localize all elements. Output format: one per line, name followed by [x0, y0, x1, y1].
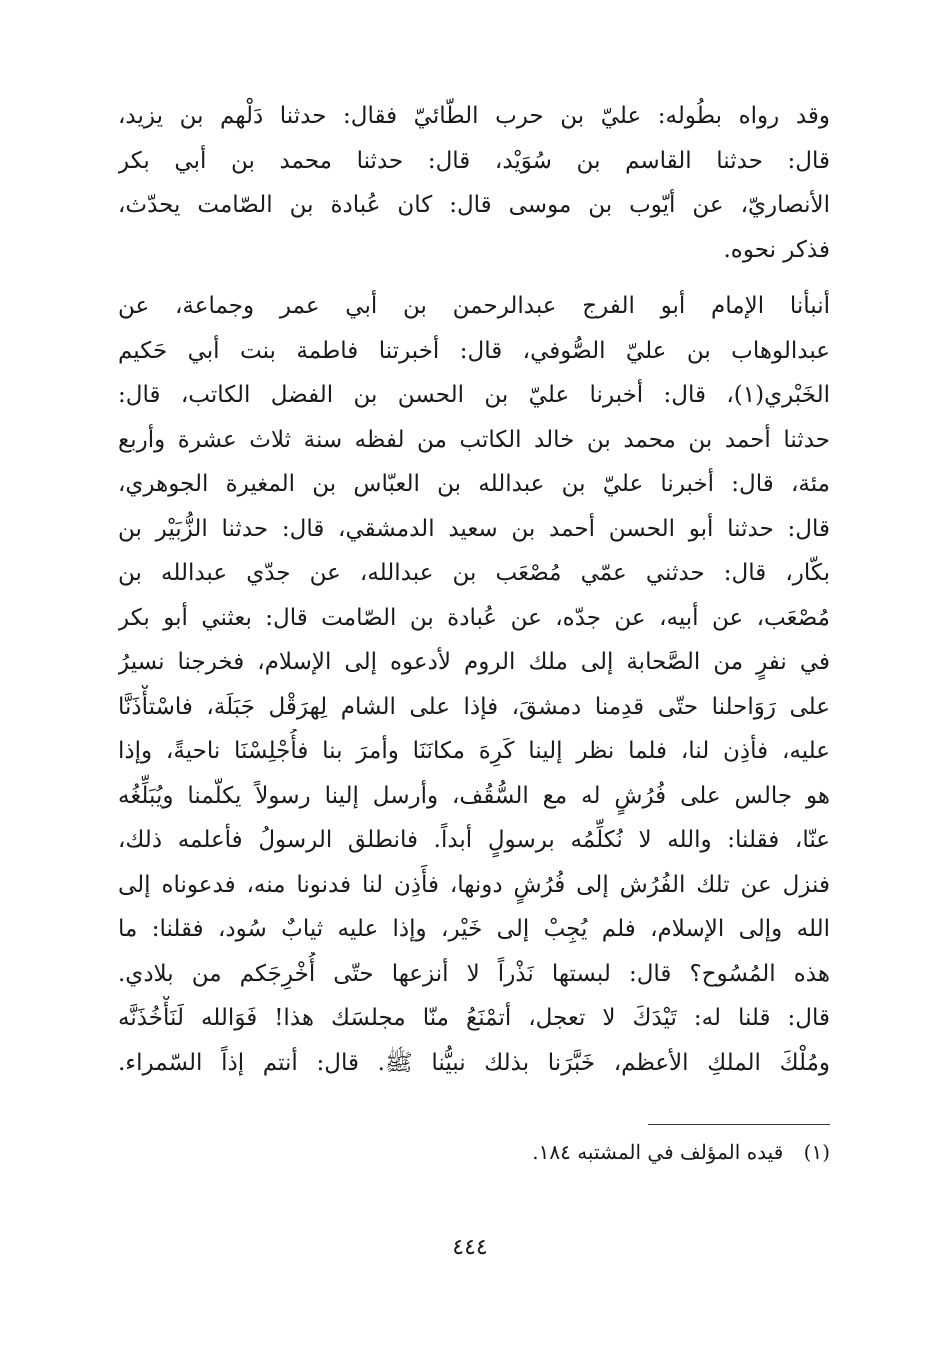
text-line: فنزل عن تلك الفُرُش إلى فُرُشٍ دونها، فأَذِن لنا فدنونا منه، فدعوناه إلى — [118, 871, 830, 898]
text-line: وقد رواه بطُوله: عليّ بن حرب الطّائيّ فقال: حدثنا دَلْهم بن يزيد، — [118, 103, 830, 129]
footnote-text: قيده المؤلف في المشتبه ١٨٤. — [532, 1140, 784, 1164]
paragraph-2 — [118, 284, 830, 1085]
text-line: بكّار، قال: حدثني عمّي مُصْعَب بن عبدالله، عن جدّي عبدالله بن — [118, 560, 830, 586]
footnote-marker: (١) — [803, 1140, 830, 1164]
text-line: الله وإلى الإسلام، فلم يُجِبْ إلى خَيْر، وإذا عليه ثيابٌ سُود، فقلنا: ما — [118, 916, 830, 942]
text-line: الأنصاريّ، عن أيّوب بن موسى قال: كان عُبادة بن الصّامت يحدّث، — [118, 192, 830, 218]
text-line: ومُلْكَ الملكِ الأعظم، خَبَّرَنا بذلك نبيُّنا ﷺ. قال: أنتم إذاً السّمراء. — [118, 1049, 830, 1076]
paragraph-1 — [118, 94, 830, 272]
text-line: في نفرٍ من الصَّحابة إلى ملك الروم لأدعوه إلى الإسلام، فخرجنا نسيرُ — [118, 649, 830, 675]
page-number: ٤٤٤ — [452, 1235, 488, 1260]
text-line: قال: حدثنا أبو الحسن أحمد بن سعيد الدمشقي، قال: حدثنا الزُّبَيْر بن — [118, 515, 830, 542]
text-line: الخَبْري(١)، قال: أخبرنا عليّ بن الحسن بن الفضل الكاتب، قال: — [118, 382, 830, 408]
text-line: فذكر نحوه. — [723, 236, 830, 263]
footnote-divider — [648, 1124, 830, 1125]
text-line: حدثنا أحمد بن محمد بن خالد الكاتب من لفظه سنة ثلاث عشرة وأربع — [118, 426, 830, 453]
text-line: عنّا، فقلنا: والله لا نُكلِّمُه برسولٍ أبداً. فانطلق الرسولُ فأعلمه ذلك، — [118, 827, 830, 853]
text-line: قال: حدثنا القاسم بن سُوَيْد، قال: حدثنا محمد بن أبي بكر — [118, 147, 830, 174]
text-line: على رَوَاحلنا حتّى قدِمنا دمشقَ، فإذا على الشام لِهرَقْل جَبَلَة، فاسْتأْذَنَّا — [118, 693, 830, 720]
text-line: مئة، قال: أخبرنا عليّ بن عبدالله بن العبّاس بن المغيرة الجوهري، — [118, 471, 830, 497]
text-line: عليه، فأذِن لنا، فلما نظر إلينا كَرِهَ مكانَنَا وأمرَ بنا فأُجْلِسْنَا ناحيةً، وإذا — [118, 738, 830, 764]
text-line: قال: قلنا له: تَيْدَكَ لا تعجل، أتمْنَعُ منّا مجلسَك هذا! فَوَالله لَنَأْخُذَنَّه — [118, 1005, 830, 1031]
text-line: مُصْعَب، عن أبيه، عن جدّه، عن عُبادة بن الصّامت قال: بعثني أبو بكر — [118, 604, 830, 631]
text-line: عبدالوهاب بن عليّ الصُّوفي، قال: أخبرتنا فاطمة بنت أبي حَكيم — [118, 337, 830, 364]
text-line: هذه المُسُوح؟ قال: لبستها نَذْراً لا أنزعها حتّى أُخْرِجَكم من بلادي. — [118, 960, 830, 987]
text-line: هو جالس على فُرُشٍ له مع السُّقُف، وأرسل إلينا رسولاً يكلّمنا ويُبَلِّغُه — [118, 782, 830, 809]
footnote — [118, 1132, 830, 1172]
text-line: أنبأنا الإمام أبو الفرج عبدالرحمن بن أبي عمر وجماعة، عن — [118, 293, 830, 319]
